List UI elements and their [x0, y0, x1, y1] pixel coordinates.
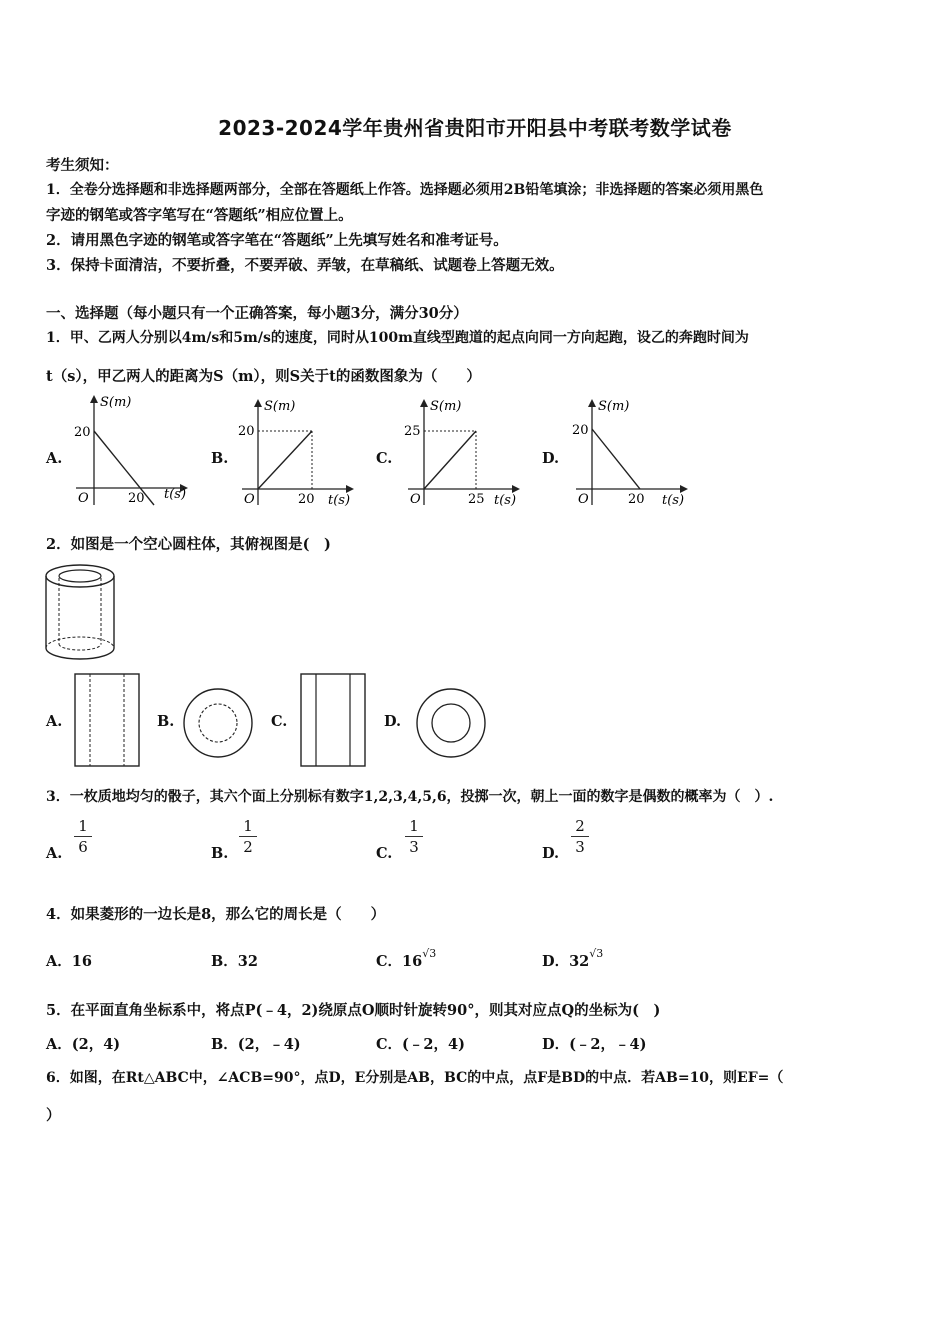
- q3-label-c: C.: [376, 845, 393, 862]
- q1-graph-c: [402, 397, 524, 511]
- denominator: 6: [78, 838, 88, 856]
- q1-label-d: D.: [542, 450, 560, 467]
- x-axis-label: t(s): [164, 487, 187, 502]
- q1-line-1: 1．甲、乙两人分别以4m/s和5m/s的速度，同时从100m直线型跑道的起点向同一方向起跑，设乙的奔跑时间为: [46, 330, 749, 346]
- graph-line: [424, 431, 476, 489]
- y-axis-label: S(m): [100, 395, 132, 410]
- q2-text: 2．如图是一个空心圆柱体，其俯视图是( ): [46, 536, 331, 553]
- x-axis-label: t(s): [328, 493, 351, 508]
- graph-line: [592, 429, 640, 489]
- graph-line: [94, 431, 154, 505]
- q3-option-a-fraction: [74, 818, 92, 855]
- notice-line-3: 3．保持卡面清洁，不要折叠，不要弄破、弄皱，在草稿纸、试题卷上答题无效。: [46, 257, 564, 274]
- q1-graph-a: [70, 393, 192, 509]
- q3-text: 3．一枚质地均匀的骰子，其六个面上分别标有数字1,2,3,4,5,6，投掷一次，朝上一面的数字是偶数的概率为（ ）.: [46, 789, 774, 805]
- q3-label-a: A.: [46, 845, 63, 862]
- q4-text: 4．如果菱形的一边长是8，那么它的周长是（ ）: [46, 906, 386, 923]
- q3-option-d-fraction: [571, 818, 589, 855]
- numerator: 1: [409, 817, 419, 835]
- q1-label-b: B.: [211, 450, 229, 467]
- q5-option-b: B．(2，﹣4): [211, 1036, 301, 1053]
- origin-label: O: [578, 492, 589, 507]
- y-tick: 25: [404, 424, 421, 439]
- notice-heading: 考生须知：: [46, 157, 119, 174]
- notice-line-2: 2．请用黑色字迹的钢笔或答字笔在“答题纸”上先填写姓名和准考证号。: [46, 232, 508, 249]
- sqrt-3: √3: [589, 947, 604, 960]
- q2-label-d: D.: [384, 713, 402, 730]
- q3-option-b-fraction: [239, 818, 257, 855]
- q2-option-d-figure: [412, 686, 490, 760]
- sqrt-3: √3: [422, 947, 437, 960]
- q4-option-a: A．16: [46, 953, 92, 970]
- q1-label-c: C.: [376, 450, 393, 467]
- q3-label-d: D.: [542, 845, 560, 862]
- y-axis-label: S(m): [264, 399, 296, 414]
- q2-label-b: B.: [157, 713, 175, 730]
- numerator: 2: [575, 817, 585, 835]
- x-tick: 20: [298, 492, 315, 507]
- q5-option-d: D．(﹣2，﹣4): [542, 1036, 647, 1053]
- q2-option-c-figure: [298, 672, 368, 768]
- y-axis-label: S(m): [430, 399, 462, 414]
- q5-option-a: A．(2，4): [46, 1036, 121, 1053]
- q3-option-c-fraction: [405, 818, 423, 855]
- origin-label: O: [410, 492, 421, 507]
- q1-label-a: A.: [46, 450, 63, 467]
- q4-option-d-text: D．32: [542, 953, 590, 970]
- q3-label-b: B.: [211, 845, 229, 862]
- q2-label-a: A.: [46, 713, 63, 730]
- q2-option-a-figure: [72, 672, 142, 768]
- y-tick: 20: [74, 425, 91, 440]
- q6-line-1: 6．如图，在Rt△ABC中，∠ACB=90°，点D，E分别是AB，BC的中点，点F是BD的中点．若AB=10，则EF=（: [46, 1070, 784, 1086]
- y-tick: 20: [238, 424, 255, 439]
- q4-option-d: [542, 947, 604, 971]
- q1-graph-b: [236, 397, 358, 511]
- denominator: 2: [243, 838, 253, 856]
- q2-label-c: C.: [271, 713, 288, 730]
- origin-label: O: [244, 492, 255, 507]
- x-tick: 25: [468, 492, 485, 507]
- denominator: 3: [575, 838, 585, 856]
- denominator: 3: [409, 838, 419, 856]
- q5-option-c: C．(﹣2，4): [376, 1036, 465, 1053]
- notice-line-1a: 1．全卷分选择题和非选择题两部分，全部在答题纸上作答。选择题必须用2B铅笔填涂；非选择题的答案必须用黑色: [46, 182, 764, 198]
- y-tick: 20: [572, 423, 589, 438]
- numerator: 1: [243, 817, 253, 835]
- section-heading: 一、选择题（每小题只有一个正确答案，每小题3分，满分30分）: [46, 305, 468, 322]
- q5-text: 5．在平面直角坐标系中，将点P(﹣4，2)绕原点O顺时针旋转90°，则其对应点Q的坐标为( ): [46, 1002, 661, 1019]
- notice-line-1b: 字迹的钢笔或答字笔写在“答题纸”相应位置上。: [46, 207, 353, 224]
- q4-option-b: B．32: [211, 953, 258, 970]
- q4-option-c: [376, 947, 437, 971]
- numerator: 1: [78, 817, 88, 835]
- graph-line: [258, 431, 312, 489]
- q6-line-2: ）: [46, 1107, 61, 1124]
- origin-label: O: [78, 491, 89, 506]
- q2-option-b-figure: [181, 686, 255, 760]
- x-tick: 20: [628, 492, 645, 507]
- x-axis-label: t(s): [494, 493, 517, 508]
- q4-option-c-text: C．16: [376, 953, 423, 970]
- q1-line-2: t（s），甲乙两人的距离为S（m），则S关于t的函数图象为（ ）: [46, 368, 481, 385]
- x-axis-label: t(s): [662, 493, 685, 508]
- q1-graph-d: [570, 397, 692, 511]
- y-axis-label: S(m): [598, 399, 630, 414]
- x-tick: 20: [128, 491, 145, 506]
- q2-hollow-cylinder-figure: [42, 562, 118, 662]
- page-title: 2023-2024学年贵州省贵阳市开阳县中考联考数学试卷: [218, 116, 732, 140]
